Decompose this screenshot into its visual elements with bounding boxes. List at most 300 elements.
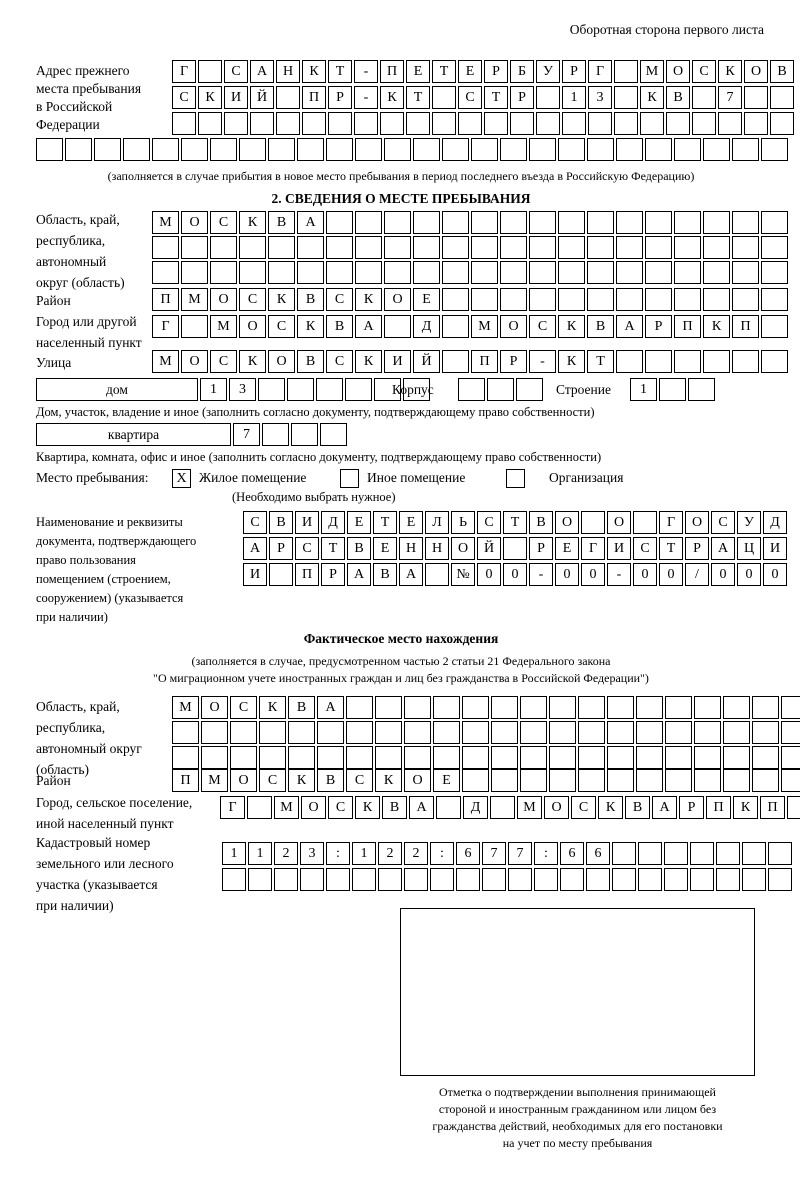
char-cell[interactable] xyxy=(645,350,672,373)
char-cell[interactable]: Т xyxy=(587,350,614,373)
char-cell[interactable] xyxy=(616,350,643,373)
char-cell[interactable] xyxy=(558,211,585,234)
char-cell[interactable] xyxy=(616,138,643,161)
char-cell[interactable]: О xyxy=(404,769,431,792)
actual-region-row-3[interactable] xyxy=(172,746,800,769)
char-cell[interactable] xyxy=(317,721,344,744)
char-cell[interactable] xyxy=(326,261,353,284)
char-cell[interactable]: И xyxy=(384,350,411,373)
char-cell[interactable] xyxy=(768,842,792,865)
char-cell[interactable] xyxy=(458,112,482,135)
char-cell[interactable]: В xyxy=(382,796,407,819)
char-cell[interactable]: К xyxy=(375,769,402,792)
char-cell[interactable] xyxy=(210,236,237,259)
char-cell[interactable]: О xyxy=(451,537,475,560)
char-cell[interactable]: В xyxy=(326,315,353,338)
char-cell[interactable]: С xyxy=(239,288,266,311)
char-cell[interactable]: Г xyxy=(220,796,245,819)
char-cell[interactable] xyxy=(36,138,63,161)
char-cell[interactable] xyxy=(636,746,663,769)
char-cell[interactable] xyxy=(458,378,485,401)
char-cell[interactable] xyxy=(404,696,431,719)
char-cell[interactable] xyxy=(659,378,686,401)
char-cell[interactable] xyxy=(616,261,643,284)
char-cell[interactable]: М xyxy=(517,796,542,819)
char-cell[interactable] xyxy=(471,288,498,311)
char-cell[interactable]: Д xyxy=(763,511,787,534)
char-cell[interactable]: 0 xyxy=(711,563,735,586)
char-cell[interactable] xyxy=(529,236,556,259)
char-cell[interactable]: А xyxy=(355,315,382,338)
char-cell[interactable] xyxy=(404,721,431,744)
char-cell[interactable]: И xyxy=(295,511,319,534)
char-cell[interactable]: К xyxy=(355,350,382,373)
char-cell[interactable]: Ц xyxy=(737,537,761,560)
char-cell[interactable] xyxy=(768,868,792,891)
char-cell[interactable] xyxy=(181,138,208,161)
char-cell[interactable] xyxy=(616,288,643,311)
char-cell[interactable]: 3 xyxy=(300,842,324,865)
char-cell[interactable] xyxy=(355,261,382,284)
char-cell[interactable]: 6 xyxy=(456,842,480,865)
char-cell[interactable] xyxy=(588,112,612,135)
char-cell[interactable]: В xyxy=(288,696,315,719)
char-cell[interactable] xyxy=(172,721,199,744)
char-cell[interactable]: : xyxy=(534,842,558,865)
char-cell[interactable] xyxy=(703,236,730,259)
char-cell[interactable] xyxy=(384,236,411,259)
char-cell[interactable] xyxy=(274,868,298,891)
char-cell[interactable] xyxy=(491,721,518,744)
char-cell[interactable] xyxy=(520,769,547,792)
char-cell[interactable] xyxy=(718,112,742,135)
char-cell[interactable]: В xyxy=(269,511,293,534)
char-cell[interactable] xyxy=(268,236,295,259)
char-cell[interactable] xyxy=(645,138,672,161)
char-cell[interactable] xyxy=(375,721,402,744)
char-cell[interactable] xyxy=(703,138,730,161)
char-cell[interactable]: Г xyxy=(659,511,683,534)
char-cell[interactable] xyxy=(276,112,300,135)
char-cell[interactable] xyxy=(732,350,759,373)
char-cell[interactable]: М xyxy=(471,315,498,338)
char-cell[interactable]: № xyxy=(451,563,475,586)
char-cell[interactable]: П xyxy=(295,563,319,586)
char-cell[interactable]: С xyxy=(458,86,482,109)
char-cell[interactable]: В xyxy=(297,350,324,373)
char-cell[interactable] xyxy=(276,86,300,109)
char-cell[interactable]: 0 xyxy=(477,563,501,586)
char-cell[interactable]: С xyxy=(230,696,257,719)
char-cell[interactable] xyxy=(665,746,692,769)
char-cell[interactable]: М xyxy=(640,60,664,83)
char-cell[interactable] xyxy=(456,868,480,891)
char-cell[interactable]: А xyxy=(317,696,344,719)
char-cell[interactable]: О xyxy=(201,696,228,719)
char-cell[interactable] xyxy=(436,796,461,819)
char-cell[interactable]: 0 xyxy=(581,563,605,586)
char-cell[interactable] xyxy=(239,236,266,259)
char-cell[interactable]: О xyxy=(301,796,326,819)
char-cell[interactable] xyxy=(558,138,585,161)
char-cell[interactable] xyxy=(297,236,324,259)
char-cell[interactable] xyxy=(152,138,179,161)
char-cell[interactable] xyxy=(224,112,248,135)
char-cell[interactable]: 0 xyxy=(737,563,761,586)
char-cell[interactable]: 7 xyxy=(718,86,742,109)
char-cell[interactable]: К xyxy=(703,315,730,338)
char-cell[interactable]: Й xyxy=(250,86,274,109)
city-row-1[interactable] xyxy=(152,315,788,338)
char-cell[interactable] xyxy=(692,86,716,109)
char-cell[interactable] xyxy=(690,868,714,891)
char-cell[interactable] xyxy=(259,721,286,744)
char-cell[interactable] xyxy=(123,138,150,161)
char-cell[interactable] xyxy=(352,868,376,891)
char-cell[interactable] xyxy=(317,746,344,769)
char-cell[interactable] xyxy=(529,288,556,311)
char-cell[interactable]: Е xyxy=(433,769,460,792)
char-cell[interactable]: К xyxy=(355,796,380,819)
char-cell[interactable] xyxy=(508,868,532,891)
region-row-2[interactable] xyxy=(152,236,788,259)
char-cell[interactable] xyxy=(716,868,740,891)
char-cell[interactable] xyxy=(614,60,638,83)
char-cell[interactable]: К xyxy=(198,86,222,109)
char-cell[interactable] xyxy=(201,746,228,769)
char-cell[interactable] xyxy=(581,511,605,534)
char-cell[interactable]: С xyxy=(326,288,353,311)
char-cell[interactable] xyxy=(665,696,692,719)
char-cell[interactable]: В xyxy=(268,211,295,234)
char-cell[interactable] xyxy=(744,86,768,109)
char-cell[interactable]: С xyxy=(633,537,657,560)
char-cell[interactable]: К xyxy=(268,288,295,311)
char-cell[interactable]: С xyxy=(210,350,237,373)
char-cell[interactable] xyxy=(442,350,469,373)
char-cell[interactable]: - xyxy=(529,350,556,373)
char-cell[interactable] xyxy=(222,868,246,891)
char-cell[interactable] xyxy=(703,288,730,311)
char-cell[interactable]: Е xyxy=(458,60,482,83)
char-cell[interactable]: К xyxy=(380,86,404,109)
char-cell[interactable]: 1 xyxy=(222,842,246,865)
char-cell[interactable]: С xyxy=(224,60,248,83)
char-cell[interactable]: Е xyxy=(555,537,579,560)
char-cell[interactable] xyxy=(462,746,489,769)
char-cell[interactable] xyxy=(442,261,469,284)
char-cell[interactable]: П xyxy=(380,60,404,83)
char-cell[interactable]: П xyxy=(674,315,701,338)
char-cell[interactable] xyxy=(666,112,690,135)
char-cell[interactable]: П xyxy=(706,796,731,819)
char-cell[interactable]: В xyxy=(529,511,553,534)
char-cell[interactable]: О xyxy=(384,288,411,311)
char-cell[interactable] xyxy=(723,696,750,719)
char-cell[interactable] xyxy=(703,211,730,234)
char-cell[interactable]: М xyxy=(210,315,237,338)
char-cell[interactable] xyxy=(230,746,257,769)
char-cell[interactable] xyxy=(636,721,663,744)
char-cell[interactable]: О xyxy=(744,60,768,83)
char-cell[interactable] xyxy=(442,315,469,338)
char-cell[interactable]: Д xyxy=(321,511,345,534)
char-cell[interactable] xyxy=(636,696,663,719)
char-cell[interactable]: К xyxy=(355,288,382,311)
char-cell[interactable] xyxy=(587,138,614,161)
char-cell[interactable] xyxy=(152,236,179,259)
char-cell[interactable]: А xyxy=(399,563,423,586)
char-cell[interactable] xyxy=(770,112,794,135)
char-cell[interactable] xyxy=(752,721,779,744)
char-cell[interactable] xyxy=(607,696,634,719)
char-cell[interactable] xyxy=(690,842,714,865)
char-cell[interactable]: У xyxy=(737,511,761,534)
char-cell[interactable]: Н xyxy=(425,537,449,560)
char-cell[interactable] xyxy=(558,236,585,259)
char-cell[interactable]: Р xyxy=(562,60,586,83)
char-cell[interactable]: 1 xyxy=(630,378,657,401)
char-cell[interactable]: Т xyxy=(503,511,527,534)
char-cell[interactable]: 7 xyxy=(482,842,506,865)
char-cell[interactable]: - xyxy=(529,563,553,586)
char-cell[interactable]: 7 xyxy=(508,842,532,865)
char-cell[interactable] xyxy=(674,138,701,161)
char-cell[interactable]: К xyxy=(558,315,585,338)
char-cell[interactable] xyxy=(384,315,411,338)
char-cell[interactable]: Р xyxy=(529,537,553,560)
char-cell[interactable] xyxy=(297,261,324,284)
char-cell[interactable]: О xyxy=(544,796,569,819)
char-cell[interactable] xyxy=(761,236,788,259)
char-cell[interactable] xyxy=(761,211,788,234)
cadastral-row-1[interactable] xyxy=(222,842,792,865)
char-cell[interactable] xyxy=(529,211,556,234)
char-cell[interactable]: Т xyxy=(406,86,430,109)
char-cell[interactable]: О xyxy=(268,350,295,373)
char-cell[interactable]: О xyxy=(181,211,208,234)
char-cell[interactable] xyxy=(716,842,740,865)
char-cell[interactable]: С xyxy=(259,769,286,792)
char-cell[interactable]: К xyxy=(733,796,758,819)
char-cell[interactable] xyxy=(491,746,518,769)
char-cell[interactable]: Е xyxy=(406,60,430,83)
char-cell[interactable] xyxy=(94,138,121,161)
char-cell[interactable]: Т xyxy=(432,60,456,83)
char-cell[interactable] xyxy=(536,112,560,135)
char-cell[interactable]: П xyxy=(152,288,179,311)
char-cell[interactable]: С xyxy=(172,86,196,109)
char-cell[interactable] xyxy=(268,138,295,161)
char-cell[interactable]: К xyxy=(239,350,266,373)
char-cell[interactable]: - xyxy=(607,563,631,586)
char-cell[interactable]: М xyxy=(274,796,299,819)
char-cell[interactable] xyxy=(645,288,672,311)
char-cell[interactable] xyxy=(433,721,460,744)
char-cell[interactable] xyxy=(354,112,378,135)
char-cell[interactable] xyxy=(761,138,788,161)
char-cell[interactable]: 1 xyxy=(352,842,376,865)
char-cell[interactable] xyxy=(549,721,576,744)
char-cell[interactable] xyxy=(500,211,527,234)
char-cell[interactable] xyxy=(558,288,585,311)
char-cell[interactable] xyxy=(320,423,347,446)
char-cell[interactable] xyxy=(355,211,382,234)
checkbox-inoe[interactable] xyxy=(340,469,359,488)
char-cell[interactable] xyxy=(549,769,576,792)
char-cell[interactable]: 2 xyxy=(274,842,298,865)
char-cell[interactable] xyxy=(665,769,692,792)
char-cell[interactable] xyxy=(433,746,460,769)
char-cell[interactable] xyxy=(198,60,222,83)
char-cell[interactable]: 2 xyxy=(378,842,402,865)
char-cell[interactable]: А xyxy=(409,796,434,819)
char-cell[interactable] xyxy=(247,796,272,819)
char-cell[interactable] xyxy=(346,746,373,769)
char-cell[interactable] xyxy=(269,563,293,586)
char-cell[interactable] xyxy=(262,423,289,446)
char-cell[interactable] xyxy=(425,563,449,586)
char-cell[interactable] xyxy=(432,86,456,109)
char-cell[interactable]: А xyxy=(711,537,735,560)
char-cell[interactable] xyxy=(732,288,759,311)
char-cell[interactable] xyxy=(375,696,402,719)
char-cell[interactable] xyxy=(500,138,527,161)
char-cell[interactable] xyxy=(638,842,662,865)
prev-address-row-4[interactable] xyxy=(36,138,788,161)
char-cell[interactable] xyxy=(268,261,295,284)
char-cell[interactable]: И xyxy=(243,563,267,586)
district-row[interactable] xyxy=(152,288,788,311)
char-cell[interactable] xyxy=(375,746,402,769)
char-cell[interactable]: А xyxy=(652,796,677,819)
char-cell[interactable]: Й xyxy=(413,350,440,373)
document-row-2[interactable] xyxy=(243,537,787,560)
char-cell[interactable] xyxy=(181,315,208,338)
char-cell[interactable]: С xyxy=(346,769,373,792)
char-cell[interactable] xyxy=(384,211,411,234)
char-cell[interactable] xyxy=(534,868,558,891)
char-cell[interactable]: П xyxy=(760,796,785,819)
char-cell[interactable]: 0 xyxy=(503,563,527,586)
char-cell[interactable]: М xyxy=(172,696,199,719)
char-cell[interactable] xyxy=(607,769,634,792)
char-cell[interactable] xyxy=(201,721,228,744)
char-cell[interactable] xyxy=(346,721,373,744)
char-cell[interactable] xyxy=(198,112,222,135)
char-cell[interactable] xyxy=(781,746,800,769)
char-cell[interactable] xyxy=(744,112,768,135)
char-cell[interactable]: Т xyxy=(321,537,345,560)
char-cell[interactable]: Р xyxy=(679,796,704,819)
char-cell[interactable] xyxy=(694,769,721,792)
char-cell[interactable] xyxy=(413,236,440,259)
char-cell[interactable]: М xyxy=(181,288,208,311)
char-cell[interactable] xyxy=(384,261,411,284)
char-cell[interactable] xyxy=(291,423,318,446)
char-cell[interactable]: Г xyxy=(152,315,179,338)
char-cell[interactable] xyxy=(562,112,586,135)
checkbox-zhiloe[interactable]: X xyxy=(172,469,191,488)
char-cell[interactable]: Т xyxy=(484,86,508,109)
char-cell[interactable]: Т xyxy=(659,537,683,560)
char-cell[interactable]: Р xyxy=(321,563,345,586)
char-cell[interactable] xyxy=(587,261,614,284)
char-cell[interactable]: 3 xyxy=(229,378,256,401)
char-cell[interactable] xyxy=(491,696,518,719)
char-cell[interactable] xyxy=(612,868,636,891)
char-cell[interactable]: С xyxy=(268,315,295,338)
char-cell[interactable]: - xyxy=(354,60,378,83)
char-cell[interactable]: И xyxy=(763,537,787,560)
char-cell[interactable] xyxy=(482,868,506,891)
char-cell[interactable]: К xyxy=(302,60,326,83)
char-cell[interactable] xyxy=(239,261,266,284)
char-cell[interactable]: И xyxy=(607,537,631,560)
char-cell[interactable] xyxy=(181,261,208,284)
char-cell[interactable] xyxy=(384,138,411,161)
prev-address-row-1[interactable] xyxy=(172,60,794,83)
char-cell[interactable] xyxy=(732,261,759,284)
prev-address-row-2[interactable] xyxy=(172,86,794,109)
char-cell[interactable]: : xyxy=(430,842,454,865)
char-cell[interactable] xyxy=(664,842,688,865)
char-cell[interactable]: А xyxy=(243,537,267,560)
region-row-1[interactable] xyxy=(152,211,788,234)
char-cell[interactable] xyxy=(210,261,237,284)
char-cell[interactable]: Г xyxy=(172,60,196,83)
actual-district-row[interactable] xyxy=(172,769,800,792)
char-cell[interactable] xyxy=(692,112,716,135)
char-cell[interactable] xyxy=(471,261,498,284)
char-cell[interactable] xyxy=(248,868,272,891)
char-cell[interactable] xyxy=(607,746,634,769)
char-cell[interactable] xyxy=(612,842,636,865)
char-cell[interactable] xyxy=(761,288,788,311)
char-cell[interactable]: П xyxy=(302,86,326,109)
char-cell[interactable]: С xyxy=(328,796,353,819)
char-cell[interactable]: П xyxy=(732,315,759,338)
char-cell[interactable] xyxy=(462,721,489,744)
korpus-cells[interactable] xyxy=(458,378,543,401)
char-cell[interactable] xyxy=(703,261,730,284)
char-cell[interactable]: В xyxy=(625,796,650,819)
char-cell[interactable]: К xyxy=(259,696,286,719)
char-cell[interactable] xyxy=(645,236,672,259)
char-cell[interactable] xyxy=(520,746,547,769)
flat-cells[interactable] xyxy=(233,423,347,446)
char-cell[interactable] xyxy=(490,796,515,819)
char-cell[interactable] xyxy=(614,112,638,135)
char-cell[interactable]: Н xyxy=(399,537,423,560)
char-cell[interactable] xyxy=(674,236,701,259)
char-cell[interactable]: В xyxy=(373,563,397,586)
char-cell[interactable] xyxy=(152,261,179,284)
char-cell[interactable] xyxy=(520,696,547,719)
char-cell[interactable]: В xyxy=(347,537,371,560)
region-row-3[interactable] xyxy=(152,261,788,284)
char-cell[interactable] xyxy=(674,350,701,373)
char-cell[interactable]: Е xyxy=(413,288,440,311)
char-cell[interactable] xyxy=(413,211,440,234)
char-cell[interactable]: Р xyxy=(269,537,293,560)
char-cell[interactable] xyxy=(633,511,657,534)
char-cell[interactable] xyxy=(210,138,237,161)
char-cell[interactable] xyxy=(491,769,518,792)
char-cell[interactable] xyxy=(326,868,350,891)
char-cell[interactable]: С xyxy=(243,511,267,534)
char-cell[interactable] xyxy=(586,868,610,891)
